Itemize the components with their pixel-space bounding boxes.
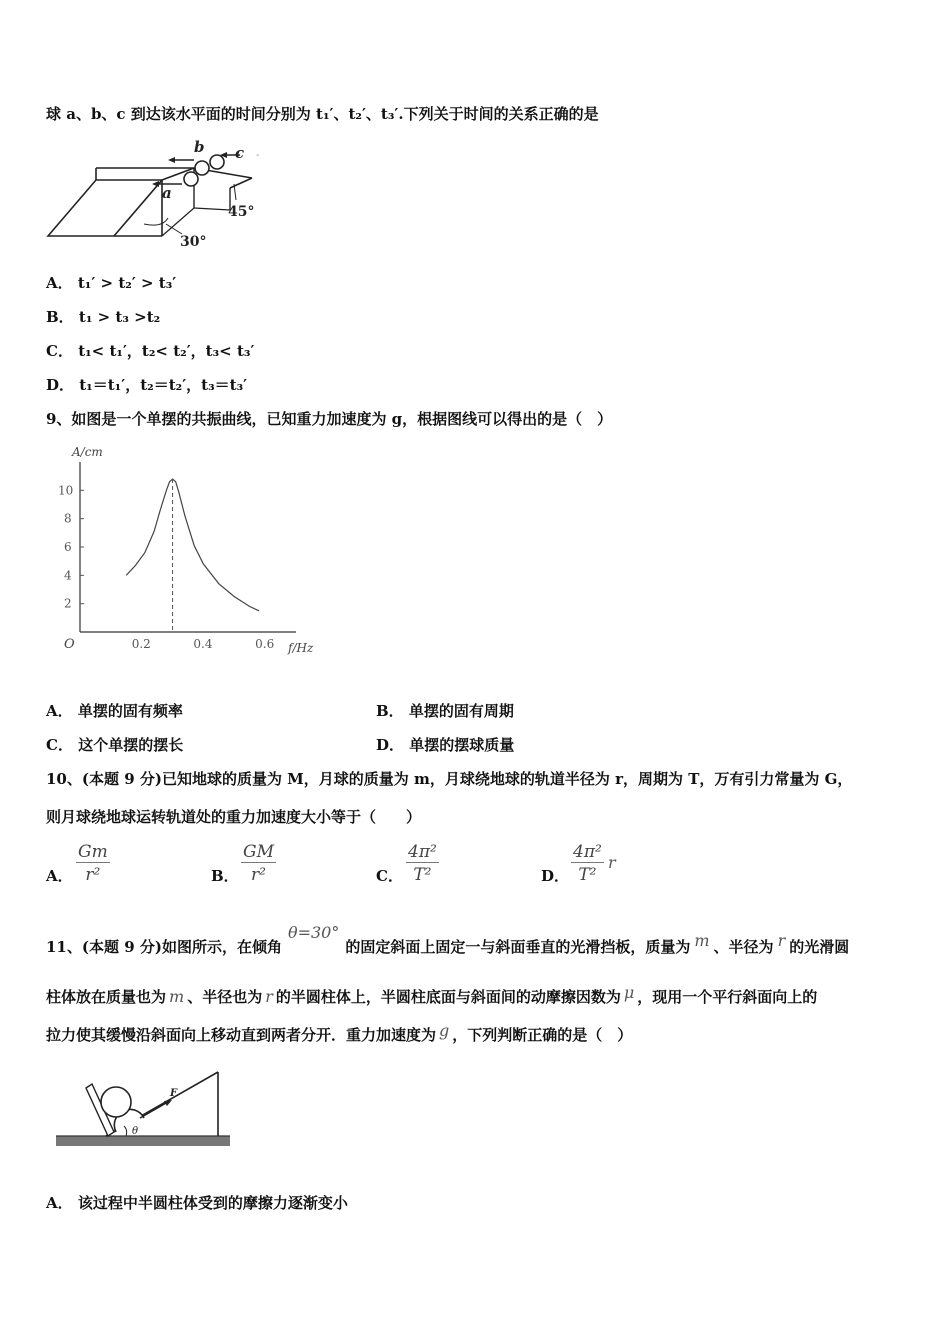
x-tick-label: 0.2 xyxy=(131,637,151,651)
q11-incline-figure xyxy=(56,1066,232,1152)
q11-line2: 柱体放在质量也为 m 、半径也为 r 的半圆柱体上，半圆柱底面与斜面间的动摩擦因数为 μ ，现用一个平行斜面向上的 xyxy=(46,983,818,1006)
q9-option-c[interactable]: C． 这个单摆的摆长 xyxy=(46,736,184,754)
q10-option-b-letter[interactable]: B． xyxy=(211,867,239,885)
q10-option-c-letter[interactable]: C． xyxy=(376,867,403,885)
resonance-curve-chart xyxy=(56,440,336,665)
q10-option-a-fraction[interactable]: $\frac{Gm}{\text{r²}}$ xyxy=(78,842,108,885)
y-axis-label: A/cm xyxy=(72,445,103,459)
label-45deg: 45° xyxy=(228,204,255,220)
q10-option-d-letter[interactable]: D． xyxy=(541,867,570,885)
resonance-curve xyxy=(126,479,259,611)
q9-option-a[interactable]: A． 单摆的固有频率 xyxy=(46,702,183,720)
q10-option-c-fraction[interactable]: $\frac{\text{4π²}}{\text{T²}}$ xyxy=(408,842,437,885)
y-tick-label: 4 xyxy=(64,568,72,583)
q8-option-a[interactable]: A． t₁′ > t₂′ > t₃′ xyxy=(46,274,177,292)
q10-option-d-fraction[interactable]: $\frac{\text{4π²}}{\text{T²}}$ xyxy=(573,842,602,885)
label-b: b xyxy=(194,138,205,156)
q8-option-b[interactable]: B． t₁ > t₃ >t₂ xyxy=(46,308,161,326)
cylinder xyxy=(101,1087,131,1117)
q10-option-b-fraction[interactable]: $\frac{GM}{\text{r²}}$ xyxy=(243,842,274,885)
ball-b xyxy=(195,161,209,175)
q10-option-d-suffix: r xyxy=(608,853,616,872)
q11-line1: 11、(本题 9 分)如图所示，在倾角θ=30°的固定斜面上固定一与斜面垂直的光滑挡板，质量为 m 、半径为 r 的光滑圆 xyxy=(46,923,850,956)
q10-stem-line2: 则月球绕地球运转轨道处的重力加速度大小等于（ ） xyxy=(46,808,422,826)
x-tick-label: 0.6 xyxy=(255,637,275,651)
q8-incline-figure xyxy=(44,136,284,251)
q9-stem: 9、如图是一个单摆的共振曲线，已知重力加速度为 g，根据图线可以得出的是（ ） xyxy=(46,410,613,428)
svg-text:-: - xyxy=(256,150,260,161)
q9-option-b[interactable]: B． 单摆的固有周期 xyxy=(376,702,514,720)
x-tick-label: 0.4 xyxy=(193,637,213,651)
q11-option-a[interactable]: A． 该过程中半圆柱体受到的摩擦力逐渐变小 xyxy=(46,1194,348,1212)
y-tick-label: 2 xyxy=(64,596,72,611)
q8-option-d[interactable]: D． t₁＝t₁′，t₂＝t₂′，t₃＝t₃′ xyxy=(46,376,248,394)
q10-stem-line1: 10、(本题 9 分)已知地球的质量为 M，月球的质量为 m，月球绕地球的轨道半径为 r，周期为 T，万有引力常量为 G， xyxy=(46,770,853,788)
label-a: a xyxy=(162,184,172,202)
theta-label: θ xyxy=(132,1126,139,1137)
q10-option-a-letter[interactable]: A． xyxy=(46,867,73,885)
label-30deg: 30° xyxy=(180,234,207,250)
label-c: c xyxy=(235,144,245,162)
theta-expression: θ=30° xyxy=(287,923,340,942)
q8-intro: 球 a、b、c 到达该水平面的时间分别为 t₁′、t₂′、t₃′.下列关于时间的关系正确的是 xyxy=(46,105,599,123)
force-label: F xyxy=(170,1088,178,1099)
y-tick-label: 8 xyxy=(64,511,72,526)
ball-a xyxy=(184,172,198,186)
y-tick-label: 6 xyxy=(64,540,72,554)
q11-line3: 拉力使其缓慢沿斜面向上移动直到两者分开．重力加速度为 g ，下列判断正确的是（ ） xyxy=(46,1021,633,1044)
q8-option-c[interactable]: C． t₁< t₁′，t₂< t₂′，t₃< t₃′ xyxy=(46,342,255,360)
ground xyxy=(56,1136,230,1146)
x-axis-label: f/Hz xyxy=(288,641,314,655)
ball-c xyxy=(210,155,224,169)
q9-option-d[interactable]: D． 单摆的摆球质量 xyxy=(376,736,515,754)
origin-label: O xyxy=(64,637,75,652)
y-tick-label: 10 xyxy=(58,483,74,498)
